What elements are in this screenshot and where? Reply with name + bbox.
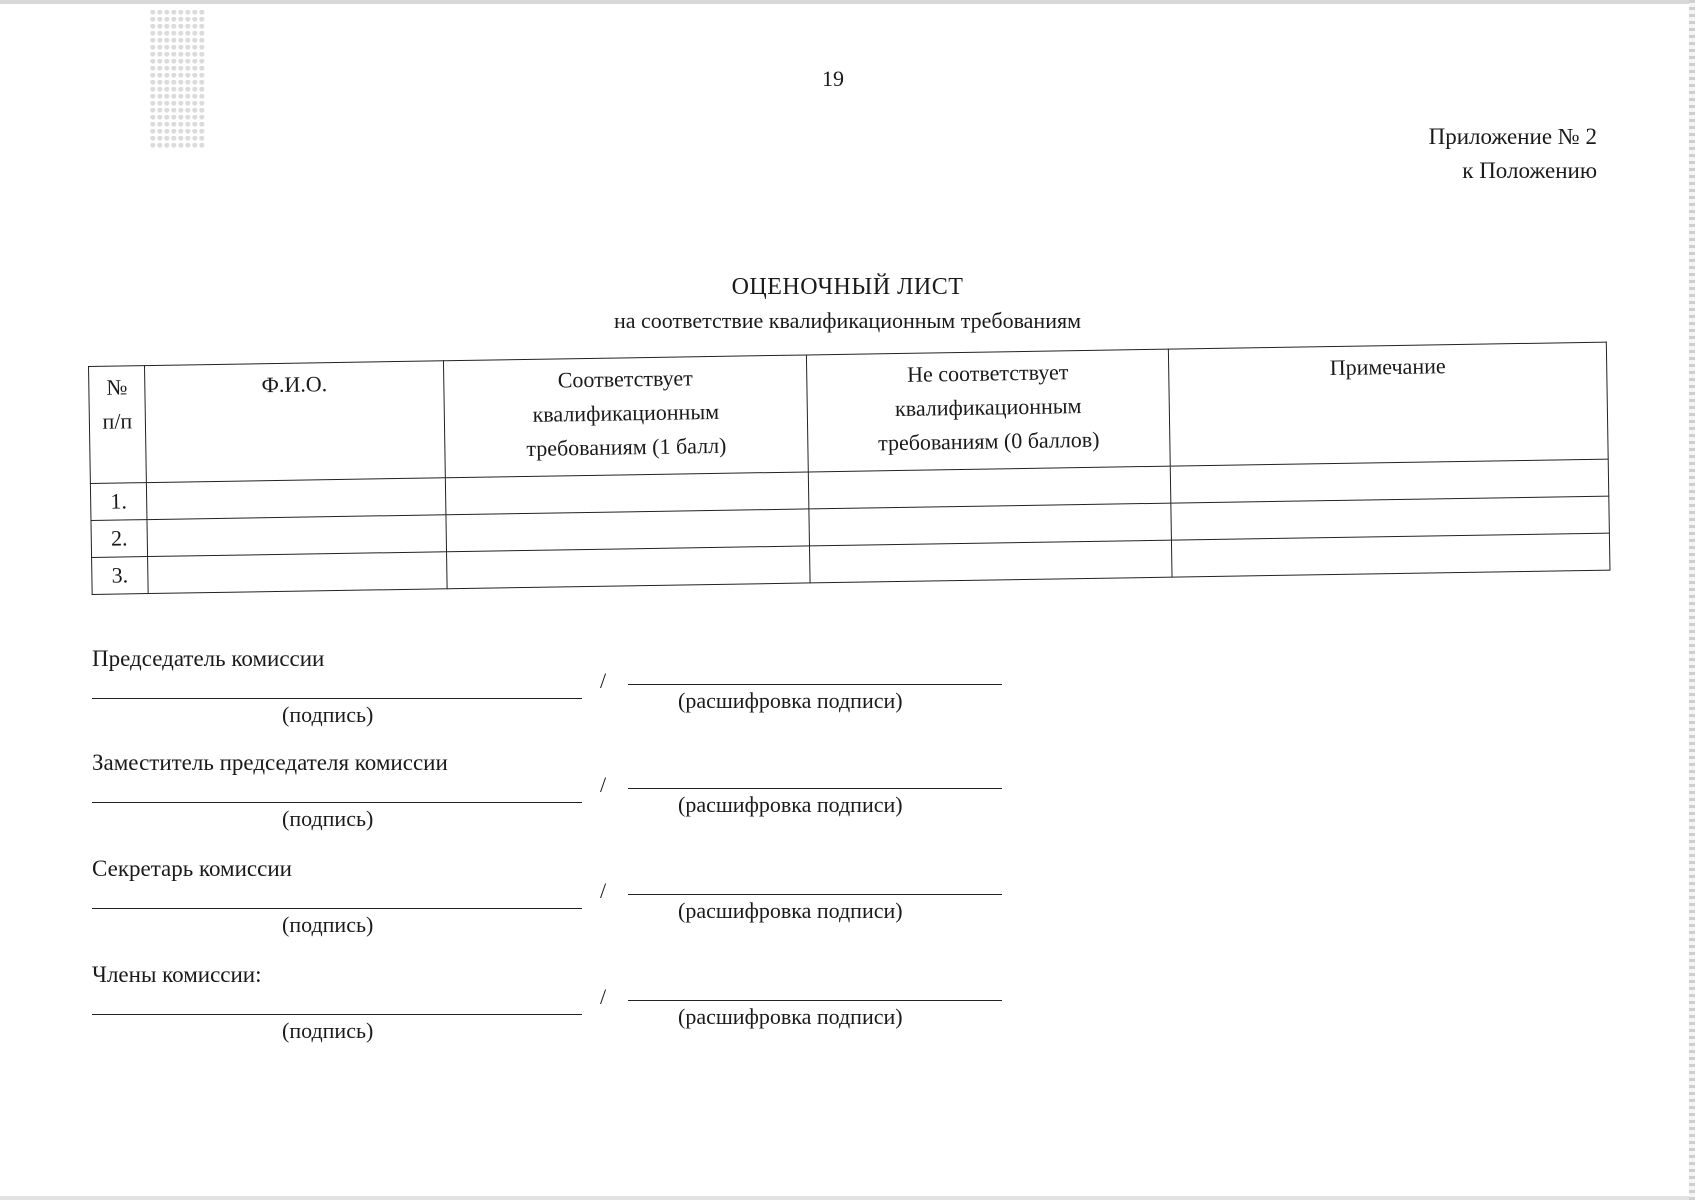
evaluation-table: [88, 342, 1610, 595]
signature-line[interactable]: [92, 802, 582, 803]
header-note: Примечание: [1168, 342, 1608, 466]
signature-decode-line[interactable]: [628, 1000, 1002, 1001]
row-number-cell: 3.: [92, 557, 149, 595]
scan-edge-top: [0, 0, 1695, 4]
scan-noise: [150, 10, 205, 150]
signature-line[interactable]: [92, 908, 582, 909]
signature-line[interactable]: [92, 1014, 582, 1015]
signature-decode-line[interactable]: [628, 684, 1002, 685]
fio-cell[interactable]: [147, 515, 447, 557]
signature-separator: /: [600, 878, 607, 903]
signature-decode-caption: (расшифровка подписи): [678, 1004, 903, 1029]
signature-separator: /: [600, 668, 607, 693]
appendix-line-1: Приложение № 2: [1428, 124, 1597, 149]
signature-role: Заместитель председателя комиссии: [92, 750, 448, 775]
match-cell[interactable]: [446, 509, 810, 552]
signature-decode-caption: (расшифровка подписи): [678, 688, 903, 713]
appendix-reference: [1429, 120, 1597, 188]
signature-decode-line[interactable]: [628, 894, 1002, 895]
signature-separator: /: [600, 772, 607, 797]
match-cell[interactable]: [445, 472, 809, 515]
fio-cell[interactable]: [148, 552, 448, 594]
signature-caption: (подпись): [282, 1018, 374, 1043]
signature-decode-caption: (расшифровка подписи): [678, 792, 903, 817]
scan-edge-bottom: [0, 1196, 1695, 1200]
no-match-cell[interactable]: [809, 540, 1172, 583]
no-match-cell[interactable]: [809, 503, 1172, 546]
evaluation-table-wrapper: [88, 342, 1609, 595]
appendix-line-2: к Положению: [1462, 158, 1597, 183]
note-cell[interactable]: [1171, 533, 1610, 577]
no-match-cell[interactable]: [808, 466, 1171, 509]
signature-block-secretary: [92, 856, 1012, 956]
signature-decode-caption: (расшифровка подписи): [678, 898, 903, 923]
signature-caption: (подпись): [282, 806, 374, 831]
signature-caption: (подпись): [282, 702, 374, 727]
signature-role: Секретарь комиссии: [92, 856, 292, 881]
header-match: Соответствует квалификационным требованиям (1 балл): [443, 355, 808, 478]
signature-role: Председатель комиссии: [92, 646, 325, 671]
header-no-match: Не соответствует квалификационным требованиям (0 баллов): [806, 349, 1170, 472]
document-title: ОЦЕНОЧНЫЙ ЛИСТ: [731, 274, 964, 300]
signature-line[interactable]: [92, 698, 582, 699]
signature-role: Члены комиссии:: [92, 962, 262, 987]
page-number: 19: [822, 66, 844, 91]
header-fio: Ф.И.О.: [145, 361, 446, 483]
signature-decode-line[interactable]: [628, 788, 1002, 789]
signature-block-chairman: [92, 646, 1012, 746]
fio-cell[interactable]: [146, 478, 446, 520]
match-cell[interactable]: [447, 546, 811, 589]
header-number: № п/п: [89, 366, 147, 484]
document-subtitle: на соответствие квалификационным требованиям: [613, 308, 1082, 333]
row-number-cell: 1.: [90, 483, 147, 521]
signature-block-deputy: [92, 750, 1012, 850]
signature-separator: /: [600, 984, 607, 1009]
row-number-cell: 2.: [91, 520, 148, 558]
scan-edge-right: [1689, 0, 1695, 1200]
signature-block-members: [92, 962, 1012, 1062]
signature-caption: (подпись): [282, 912, 374, 937]
